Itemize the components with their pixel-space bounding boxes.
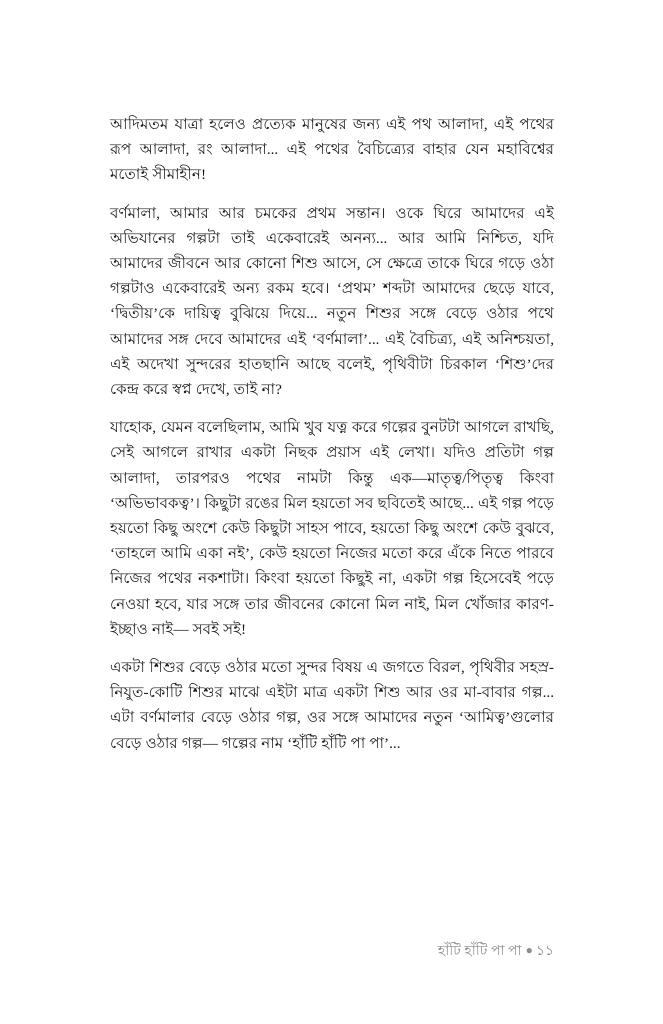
body-paragraph-1: আদিমতম যাত্রা হলেও প্রত্যেক মানুষের জন্য এই পথ আলাদা, এই পথের রূপ আলাদা, রং আলাদা... এই পথের বৈচিত্র্যের বাহার যেন মহাবিশ্বের মতোই সীমাহীন! (110, 116, 554, 184)
page-text-column (110, 112, 554, 756)
body-paragraph-2: বর্ণমালা, আমার আর চমকের প্রথম সন্তান। ওকে ঘিরে আমাদের এই অভিযানের গল্পটা তাই একেবারেই অনন্য... আর আমি নিশ্চিত, যদি আমাদের জীবনে আর কোনো শিশু আসে, সে ক্ষেত্রে তাকে ঘিরে গড়ে ওঠা গল্পটাও একেবারেই অন্য রকম হবে। ‘প্রথম’ শব্দটা আমাদের ছেড়ে যাবে, ‘দ্বিতীয়’কে দায়িত্ব বুঝিয়ে দিয়ে... নতুন শিশুর সঙ্গে বেড়ে ওঠার পথে আমাদের সঙ্গ দেবে আমাদের এই ‘বর্ণমালা’... এই বৈচিত্র্য, এই অনিশ্চয়তা, এই অদেখা সুন্দরের হাতছানি আছে বলেই, পৃথিবীটা চিরকাল ‘শিশু’দের কেন্দ্র করে স্বপ্ন দেখে, তাই না? (110, 204, 554, 399)
body-paragraph-4: একটা শিশুর বেড়ে ওঠার মতো সুন্দর বিষয় এ জগতে বিরল, পৃথিবীর সহস্র-নিযুত-কোটি শিশুর মাঝে এইটা মাত্র একটা শিশু আর ওর মা-বাবার গল্প... এটা বর্ণমালার বেড়ে ওঠার গল্প, ওর সঙ্গে আমাদের নতুন ‘আমিত্ব’গুলোর বেড়ে ওঠার গল্প— গল্পের নাম ‘হাঁটি হাঁটি পা পা’... (110, 659, 554, 752)
footer-bullet-icon: ● (525, 943, 533, 957)
footer-page-number: ১১ (535, 944, 554, 959)
body-paragraph-3: যাহোক, যেমন বলেছিলাম, আমি খুব যত্ন করে গল্পের বুনটটা আগলে রাখছি, সেই আগলে রাখার একটা নিছক প্রয়াস এই লেখা। যদিও প্রতিটা গল্প আলাদা, তারপরও পথের নামটা কিন্তু এক—মাতৃত্ব/পিতৃত্ব কিংবা ‘অভিভাবকত্ব’। কিছুটা রঙের মিল হয়তো সব ছবিতেই আছে... এই গল্প পড়ে হয়তো কিছু অংশে কেউ কিছুটা সাহস পাবে, হয়তো কিছু অংশে কেউ বুঝবে, ‘তাহলে আমি একা নই’, কেউ হয়তো নিজের মতো করে এঁকে নিতে পারবে নিজের পথের নকশাটা। কিংবা হয়তো কিছুই না, একটা গল্প হিসেবেই পড়ে নেওয়া হবে, যার সঙ্গে তার জীবনের কোনো মিল নাই, মিল খোঁজার কারণ-ইচ্ছাও নাই— সবই সই! (110, 419, 554, 638)
footer-book-title: হাঁটি হাঁটি পা পা (437, 944, 522, 959)
page-footer (110, 940, 554, 962)
